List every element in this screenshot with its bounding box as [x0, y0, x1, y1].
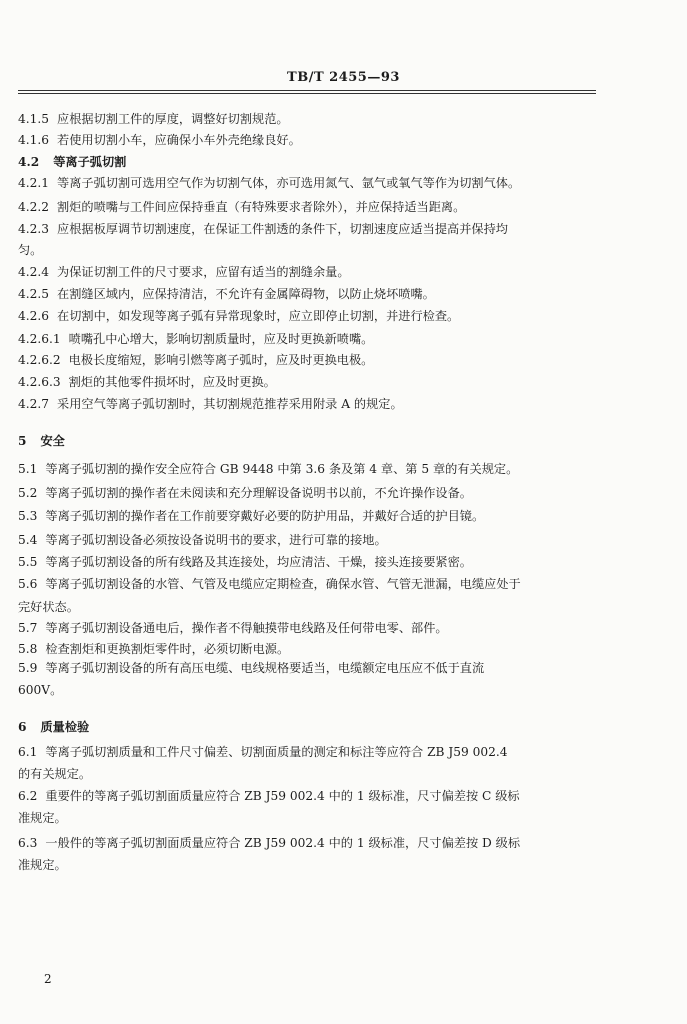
clause-text: 等离子弧切割的操作安全应符合 GB 9448 中第 3.6 条及第 4 章、第 5 章的有关规定。 — [45, 462, 519, 476]
continuation-line — [18, 681, 618, 699]
continuation-line — [18, 598, 618, 616]
continuation-line — [18, 856, 618, 874]
clause-text: 若使用切割小车，应确保小车外壳绝缘良好。 — [57, 133, 301, 147]
clause-line — [18, 619, 618, 637]
clause-line — [18, 507, 618, 525]
clause-number: 4.2.7 — [18, 397, 50, 411]
clause-line — [18, 553, 618, 571]
clause-text: 等离子弧切割的操作者在未阅读和充分理解设备说明书以前，不允许操作设备。 — [45, 486, 472, 500]
clause-number: 4.2.5 — [18, 287, 50, 301]
clause-line — [18, 263, 618, 281]
clause-text: 等离子弧切割设备必须按设备说明书的要求，进行可靠的接地。 — [45, 533, 387, 547]
clause-text: 一般件的等离子弧切割面质量应符合 ZB J59 002.4 中的 1 级标准，尺寸偏差按 D 级标 — [45, 836, 521, 850]
clause-number: 4.1.6 — [18, 133, 50, 147]
clause-text: 检查割炬和更换割炬零件时，必须切断电源。 — [45, 642, 290, 656]
clause-line — [18, 743, 618, 761]
clause-number: 4.1.5 — [18, 112, 50, 126]
continuation-line — [18, 809, 618, 827]
clause-number: 5.2 — [18, 486, 38, 500]
clause-number: 4.2.2 — [18, 200, 50, 214]
clause-line — [18, 484, 618, 502]
clause-number: 6.2 — [18, 789, 38, 803]
clause-text: 采用空气等离子弧切割时，其切割规范推荐采用附录 A 的规定。 — [57, 397, 403, 411]
clause-text: 完好状态。 — [18, 600, 79, 614]
header-rule-secondary — [18, 93, 596, 94]
clause-number: 5 — [18, 434, 27, 448]
section-heading — [18, 432, 618, 450]
clause-number: 5.3 — [18, 509, 38, 523]
clause-text: 喷嘴孔中心增大，影响切割质量时，应及时更换新喷嘴。 — [68, 332, 374, 346]
clause-line — [18, 373, 618, 391]
clause-line — [18, 110, 618, 128]
clause-number: 4.2.1 — [18, 176, 50, 190]
clause-line — [18, 131, 618, 149]
clause-text: 的有关规定。 — [18, 767, 92, 781]
clause-text: 应根据板厚调节切割速度，在保证工件割透的条件下，切割速度应适当提高并保持均 — [57, 222, 508, 236]
clause-text: 割炬的其他零件损坏时，应及时更换。 — [68, 375, 276, 389]
clause-line — [18, 285, 618, 303]
clause-text: 600V。 — [18, 683, 63, 697]
clause-number: 6.1 — [18, 745, 38, 759]
clause-text: 等离子弧切割质量和工件尺寸偏差、切割面质量的测定和标注等应符合 ZB J59 002.4 — [45, 745, 508, 759]
clause-number: 5.5 — [18, 555, 38, 569]
clause-text: 在切割中，如发现等离子弧有异常现象时，应立即停止切割，并进行检查。 — [57, 309, 460, 323]
clause-text: 电极长度缩短，影响引燃等离子弧时，应及时更换电极。 — [68, 353, 374, 367]
section-heading — [18, 718, 618, 736]
clause-text: 等离子弧切割的操作者在工作前要穿戴好必要的防护用品，并戴好合适的护目镜。 — [45, 509, 485, 523]
clause-number: 4.2.6 — [18, 309, 50, 323]
clause-number: 4.2.6.3 — [18, 375, 61, 389]
clause-text: 割炬的喷嘴与工件间应保持垂直（有特殊要求者除外），并应保持适当距离。 — [57, 200, 466, 214]
clause-number: 6.3 — [18, 836, 38, 850]
continuation-line — [18, 765, 618, 783]
clause-number: 4.2 — [18, 155, 40, 169]
clause-text: 等离子弧切割 — [53, 155, 127, 169]
clause-text: 安全 — [40, 434, 65, 448]
clause-number: 5.1 — [18, 462, 38, 476]
clause-number: 5.4 — [18, 533, 38, 547]
clause-line — [18, 198, 618, 216]
document-header: TB/T 2455—93 — [287, 70, 400, 85]
clause-number: 6 — [18, 720, 27, 734]
clause-number: 5.8 — [18, 642, 38, 656]
clause-text: 等离子弧切割设备的所有线路及其连接处，均应清洁、干燥，接头连接要紧密。 — [45, 555, 472, 569]
clause-line — [18, 395, 618, 413]
clause-text: 为保证切割工件的尺寸要求，应留有适当的割缝余量。 — [57, 265, 350, 279]
clause-line — [18, 330, 618, 348]
clause-number: 5.6 — [18, 577, 38, 591]
clause-text: 准规定。 — [18, 811, 67, 825]
header-rule — [18, 90, 596, 91]
clause-line — [18, 787, 618, 805]
clause-line — [18, 834, 618, 852]
clause-line — [18, 640, 618, 658]
clause-text: 等离子弧切割设备的水管、气管及电缆应定期检查，确保水管、气管无泄漏，电缆应处于 — [45, 577, 521, 591]
clause-number: 4.2.6.2 — [18, 353, 61, 367]
clause-text: 在割缝区域内，应保持清洁，不允许有金属障碍物，以防止烧坏喷嘴。 — [57, 287, 435, 301]
clause-number: 4.2.4 — [18, 265, 50, 279]
clause-line — [18, 307, 618, 325]
clause-number: 4.2.6.1 — [18, 332, 61, 346]
section-heading — [18, 153, 618, 171]
continuation-line — [18, 241, 618, 259]
clause-line — [18, 659, 618, 677]
clause-number: 5.9 — [18, 661, 38, 675]
clause-text: 等离子弧切割可选用空气作为切割气体，亦可选用氮气、氩气或氧气等作为切割气体。 — [57, 176, 521, 190]
clause-line — [18, 174, 618, 192]
clause-line — [18, 460, 618, 478]
clause-line — [18, 575, 618, 593]
clause-line — [18, 351, 618, 369]
clause-text: 匀。 — [18, 243, 43, 257]
clause-number: 5.7 — [18, 621, 38, 635]
clause-text: 重要件的等离子弧切割面质量应符合 ZB J59 002.4 中的 1 级标准，尺寸偏差按 C 级标 — [45, 789, 520, 803]
page-number: 2 — [44, 972, 52, 986]
clause-number: 4.2.3 — [18, 222, 50, 236]
clause-line — [18, 531, 618, 549]
clause-text: 等离子弧切割设备的所有高压电缆、电线规格要适当，电缆额定电压应不低于直流 — [45, 661, 485, 675]
clause-text: 应根据切割工件的厚度，调整好切割规范。 — [57, 112, 289, 126]
clause-text: 准规定。 — [18, 858, 67, 872]
clause-text: 等离子弧切割设备通电后，操作者不得触摸带电线路及任何带电零、部件。 — [45, 621, 448, 635]
clause-line — [18, 220, 618, 238]
clause-text: 质量检验 — [40, 720, 90, 734]
